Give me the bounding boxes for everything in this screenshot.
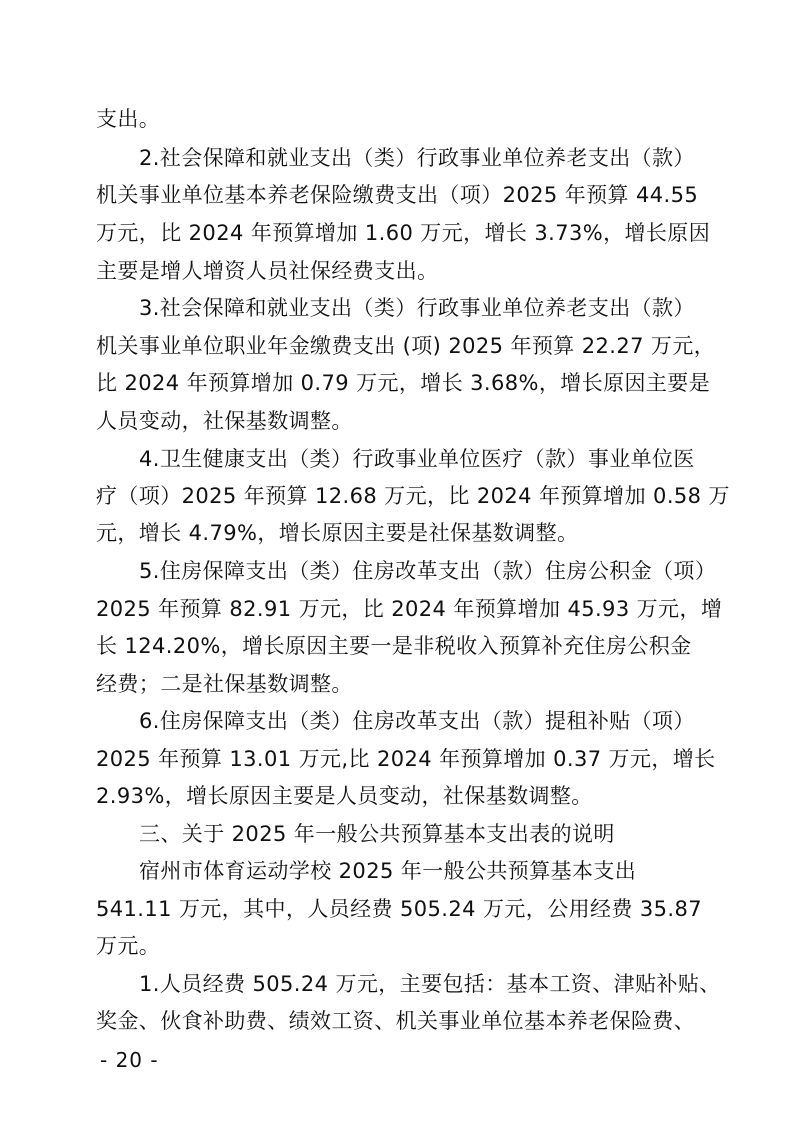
text-line: 人员变动，社保基数调整。 [96, 409, 353, 433]
text-line: 机关事业单位职业年金缴费支出 (项) 2025 年预算 22.27 万元， [96, 334, 716, 358]
text-line: 经费；二是社保基数调整。 [96, 672, 353, 696]
text-line: 奖金、伙食补助费、绩效工资、机关事业单位基本养老保险费、 [96, 1009, 696, 1033]
text-line: 4.卫生健康支出（类）行政事业单位医疗（款）事业单位医 [139, 447, 695, 471]
page-number: - 20 - [100, 1048, 159, 1072]
text-line: 元，增长 4.79%，增长原因主要是社保基数调整。 [96, 521, 579, 545]
text-line: 疗（项）2025 年预算 12.68 万元，比 2024 年预算增加 0.58 万 [96, 484, 730, 508]
text-line: 比 2024 年预算增加 0.79 万元，增长 3.68%，增长原因主要是 [96, 371, 711, 395]
text-line: 2.社会保障和就业支出（类）行政事业单位养老支出（款） [139, 146, 695, 170]
text-line: 6.住房保障支出（类）住房改革支出（款）提租补贴（项） [139, 709, 695, 733]
text-line: 2025 年预算 82.91 万元，比 2024 年预算增加 45.93 万元，增 [96, 597, 723, 621]
text-line: 支出。 [96, 107, 161, 131]
text-line: 3.社会保障和就业支出（类）行政事业单位养老支出（款） [139, 296, 695, 320]
text-line: 2025 年预算 13.01 万元,比 2024 年预算增加 0.37 万元，增长 [96, 747, 716, 771]
text-line: 长 124.20%，增长原因主要一是非税收入预算补充住房公积金 [96, 634, 692, 658]
text-line: 万元，比 2024 年预算增加 1.60 万元，增长 3.73%，增长原因 [96, 221, 711, 245]
text-line: 2.93%，增长原因主要是人员变动，社保基数调整。 [96, 784, 593, 808]
text-line: 机关事业单位基本养老保险缴费支出（项）2025 年预算 44.55 [96, 183, 699, 207]
text-line: 1.人员经费 505.24 万元，主要包括：基本工资、津贴补贴、 [139, 972, 721, 996]
text-line: 5.住房保障支出（类）住房改革支出（款）住房公积金（项） [139, 559, 717, 583]
text-line: 主要是增人增资人员社保经费支出。 [96, 259, 439, 283]
text-line: 541.11 万元，其中，人员经费 505.24 万元，公用经费 35.87 [96, 897, 702, 921]
section-heading: 三、关于 2025 年一般公共预算基本支出表的说明 [139, 822, 615, 846]
text-line: 宿州市体育运动学校 2025 年一般公共预算基本支出 [139, 859, 637, 883]
text-line: 万元。 [96, 934, 161, 958]
